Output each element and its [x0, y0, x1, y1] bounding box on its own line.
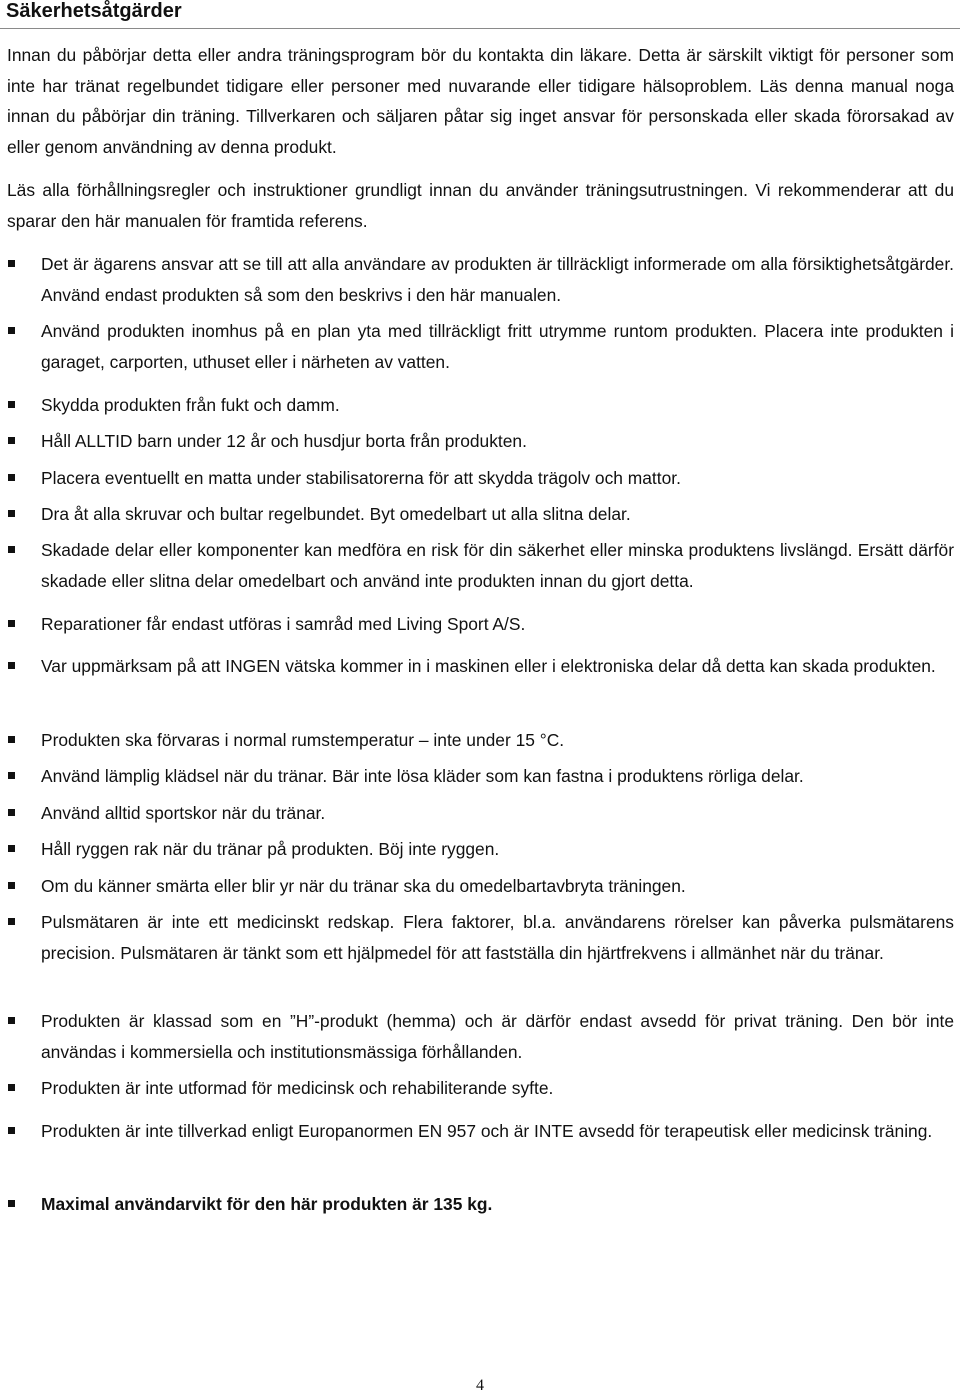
square-bullet-icon — [8, 918, 15, 925]
safety-item-text: Använd alltid sportskor när du tränar. — [41, 803, 326, 823]
square-bullet-icon — [8, 845, 15, 852]
page-title: Säkerhetsåtgärder — [6, 0, 182, 22]
safety-item-text: Håll ryggen rak när du tränar på produkten. Böj inte ryggen. — [41, 839, 500, 859]
square-bullet-icon — [8, 437, 15, 444]
square-bullet-icon — [8, 772, 15, 779]
safety-item-text: Använd lämplig klädsel när du tränar. Bär inte lösa kläder som kan fastna i produktens rörliga delar. — [41, 766, 804, 786]
square-bullet-icon — [8, 882, 15, 889]
square-bullet-icon — [8, 327, 15, 334]
page-number: 4 — [476, 1377, 484, 1394]
square-bullet-icon — [8, 1017, 15, 1024]
square-bullet-icon — [8, 546, 15, 553]
square-bullet-icon — [8, 1127, 15, 1134]
safety-item-text: Använd produkten inomhus på en plan yta med tillräckligt fritt utrymme runtom produkten. Placera inte produkten i garaget, carporten, uthuset eller i närheten av vatten. — [41, 321, 954, 372]
safety-item-text: Om du känner smärta eller blir yr när du tränar ska du omedelbartavbryta träningen. — [41, 876, 686, 896]
safety-item-text: Produkten är klassad som en ”H”-produkt (hemma) och är därför endast avsedd för privat träning. Den bör inte användas i kommersiella och institutionsmässiga förhållanden. — [41, 1011, 954, 1062]
square-bullet-icon — [8, 1200, 15, 1207]
safety-item-text: Produkten ska förvaras i normal rumstemperatur – inte under 15 °C. — [41, 730, 565, 750]
safety-item-text: Placera eventuellt en matta under stabilisatorerna för att skydda trägolv och mattor. — [41, 468, 681, 488]
safety-item-text: Pulsmätaren är inte ett medicinskt redskap. Flera faktorer, bl.a. användarens rörelser kan påverka pulsmätarens precision. Pulsmätaren är tänkt som ett hjälpmedel för att fastställa din hjärtfrekvens i allmänhet när du tränar. — [41, 912, 954, 963]
square-bullet-icon — [8, 809, 15, 816]
safety-item-text: Skadade delar eller komponenter kan medföra en risk för din säkerhet eller minska produktens livslängd. Ersätt därför skadade eller slitna delar omedelbart och använd inte produkten innan du gjort detta. — [41, 540, 954, 591]
safety-item-text: Reparationer får endast utföras i samråd med Living Sport A/S. — [41, 614, 526, 634]
safety-item-text: Dra åt alla skruvar och bultar regelbundet. Byt omedelbart ut alla slitna delar. — [41, 504, 631, 524]
square-bullet-icon — [8, 260, 15, 267]
title-divider — [0, 28, 960, 29]
safety-item-text: Produkten är inte tillverkad enligt Europanormen EN 957 och är INTE avsedd för terapeutisk eller medicinsk träning. — [41, 1121, 933, 1141]
safety-item-text: Var uppmärksam på att INGEN vätska kommer in i maskinen eller i elektroniska delar då detta kan skada produkten. — [41, 656, 936, 676]
square-bullet-icon — [8, 662, 15, 669]
safety-item-text: Skydda produkten från fukt och damm. — [41, 395, 340, 415]
square-bullet-icon — [8, 474, 15, 481]
square-bullet-icon — [8, 1084, 15, 1091]
instructions-paragraph: Läs alla förhållningsregler och instruktioner grundligt innan du använder träningsutrustningen. Vi rekommenderar att du sparar den här manualen för framtida referens. — [7, 180, 954, 231]
square-bullet-icon — [8, 736, 15, 743]
intro-paragraph: Innan du påbörjar detta eller andra träningsprogram bör du kontakta din läkare. Detta är särskilt viktigt för personer som inte har tränat regelbundet tidigare eller personer med nuvarande eller tidigare hälsoproblem. Läs denna manual noga innan du påbörjar din träning. Tillverkaren och säljaren påtar sig inget ansvar för personskada eller skada förorsakad av eller genom användning av denna produkt. — [7, 45, 954, 157]
square-bullet-icon — [8, 620, 15, 627]
safety-item-text: Produkten är inte utformad för medicinsk och rehabiliterande syfte. — [41, 1078, 554, 1098]
square-bullet-icon — [8, 510, 15, 517]
safety-item-text: Det är ägarens ansvar att se till att alla användare av produkten är tillräckligt informerade om alla försiktighetsåtgärder. Använd endast produkten så som den beskrivs i den här manualen. — [41, 254, 954, 305]
square-bullet-icon — [8, 401, 15, 408]
safety-item-text: Håll ALLTID barn under 12 år och husdjur borta från produkten. — [41, 431, 527, 451]
safety-item-text: Maximal användarvikt för den här produkten är 135 kg. — [41, 1194, 493, 1214]
